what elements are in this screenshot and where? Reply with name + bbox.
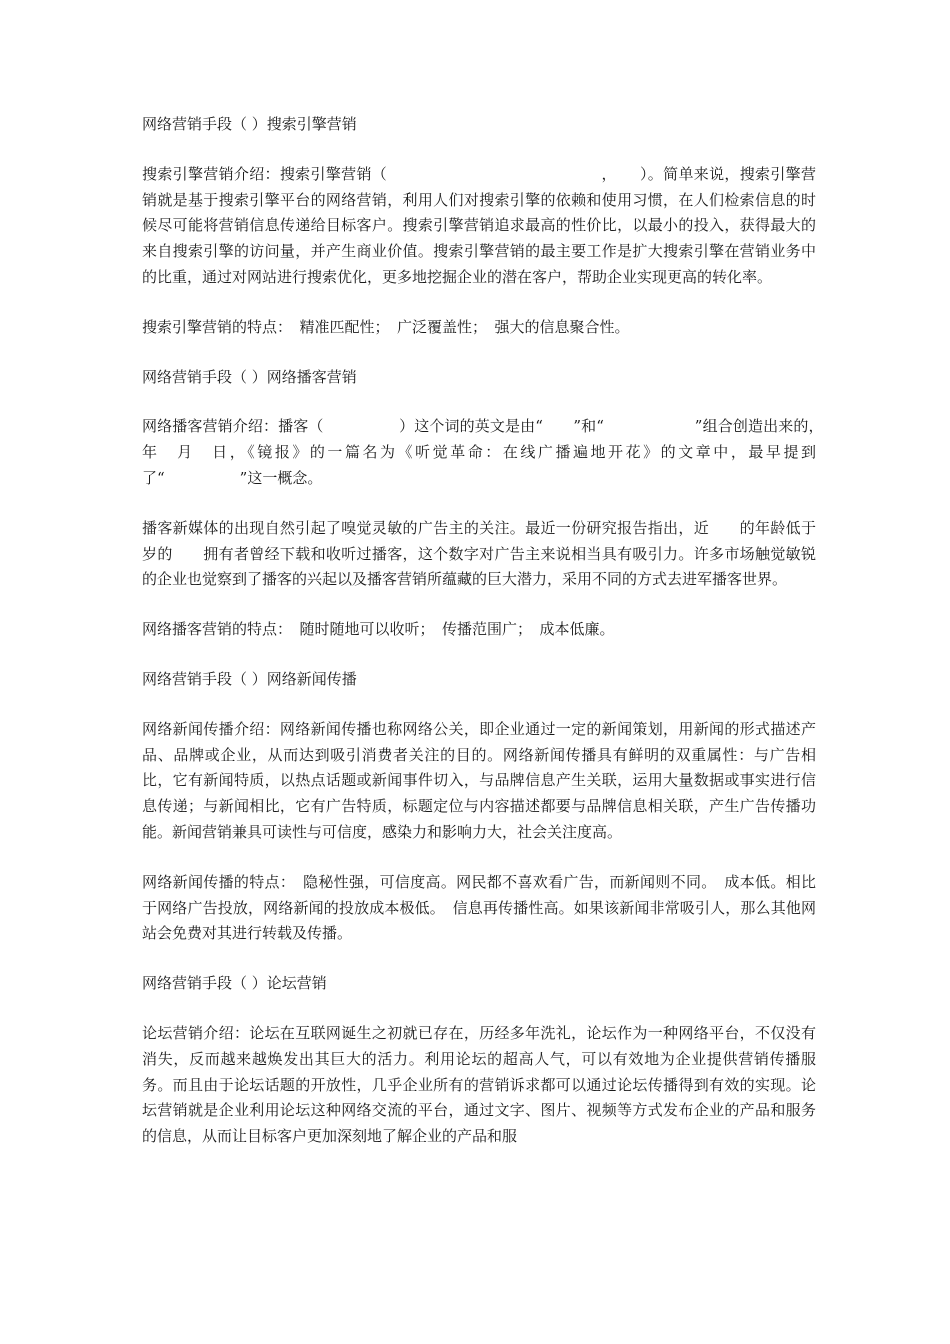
news-features: 网络新闻传播的特点： 隐秘性强，可信度高。网民都不喜欢看广告，而新闻则不同。 成本低。相比于网络广告投放，网络新闻的投放成本极低。 信息再传播性高。如果该新闻非常吸引人，那么其他网站会免费对其进行转载及传播。 bbox=[142, 872, 816, 943]
section-heading-podcast: 网络营销手段（ ）网络播客营销 bbox=[142, 367, 357, 386]
document-page bbox=[142, 112, 847, 1150]
search-engine-features: 搜索引擎营销的特点： 精准匹配性； 广泛覆盖性； 强大的信息聚合性。 bbox=[142, 317, 630, 336]
podcast-features: 网络播客营销的特点： 随时随地可以收听； 传播范围广； 成本低廉。 bbox=[142, 620, 615, 639]
podcast-intro-2: 播客新媒体的出现自然引起了嗅觉灵敏的广告主的关注。最近一份研究报告指出，近 的年龄低于 岁的 拥有者曾经下载和收听过播客，这个数字对广告主来说相当具有吸引力。许多市场触觉敏锐的企业也觉察到了播客的兴起以及播客营销所蕴藏的巨大潜力，采用不同的方式去进军播客世界。 bbox=[142, 518, 832, 589]
search-engine-intro: 搜索引擎营销介绍：搜索引擎营销（ ， ）。简单来说，搜索引擎营销就是基于搜索引擎平台的网络营销，利用人们对搜索引擎的依赖和使用习惯，在人们检索信息的时候尽可能将营销信息传递给目标客户。搜索引擎营销追求最高的性价比，以最小的投入，获得最大的来自搜索引擎的访问量，并产生商业价值。搜索引擎营销的最主要工作是扩大搜索引擎在营销业务中的比重，通过对网站进行搜索优化，更多地挖掘企业的潜在客户，帮助企业实现更高的转化率。 bbox=[142, 164, 816, 286]
section-heading-news: 网络营销手段（ ）网络新闻传播 bbox=[142, 669, 357, 688]
section-heading-search-engine: 网络营销手段（ ）搜索引擎营销 bbox=[142, 115, 357, 133]
news-intro: 网络新闻传播介绍：网络新闻传播也称网络公关，即企业通过一定的新闻策划，用新闻的形式描述产品、品牌或企业，从而达到吸引消费者关注的目的。网络新闻传播具有鲜明的双重属性：与广告相比，它有新闻特质，以热点话题或新闻事件切入，与品牌信息产生关联，运用大量数据或事实进行信息传递；与新闻相比，它有广告特质，标题定位与内容描述都要与品牌信息相关联，产生广告传播功能。新闻营销兼具可读性与可信度，感染力和影响力大，社会关注度高。 bbox=[142, 719, 816, 841]
forum-intro: 论坛营销介绍：论坛在互联网诞生之初就已存在，历经多年洗礼，论坛作为一种网络平台，不仅没有消失，反而越来越焕发出其巨大的活力。利用论坛的超高人气，可以有效地为企业提供营销传播服务。而且由于论坛话题的开放性，几乎企业所有的营销诉求都可以通过论坛传播得到有效的实现。论坛营销就是企业利用论坛这种网络交流的平台，通过文字、图片、视频等方式发布企业的产品和服务的信息，从而让目标客户更加深刻地了解企业的产品和服 bbox=[142, 1023, 816, 1146]
podcast-intro: 网络播客营销介绍：播客（ ）这个词的英文是由“ ”和“ ”组合创造出来的， 年 月 日，《镜报》的一篇名为《听觉革命：在线广播遍地开花》的文章中，最早提到了“ ”这一概念。 bbox=[142, 417, 847, 487]
section-heading-forum: 网络营销手段（ ）论坛营销 bbox=[142, 974, 327, 993]
